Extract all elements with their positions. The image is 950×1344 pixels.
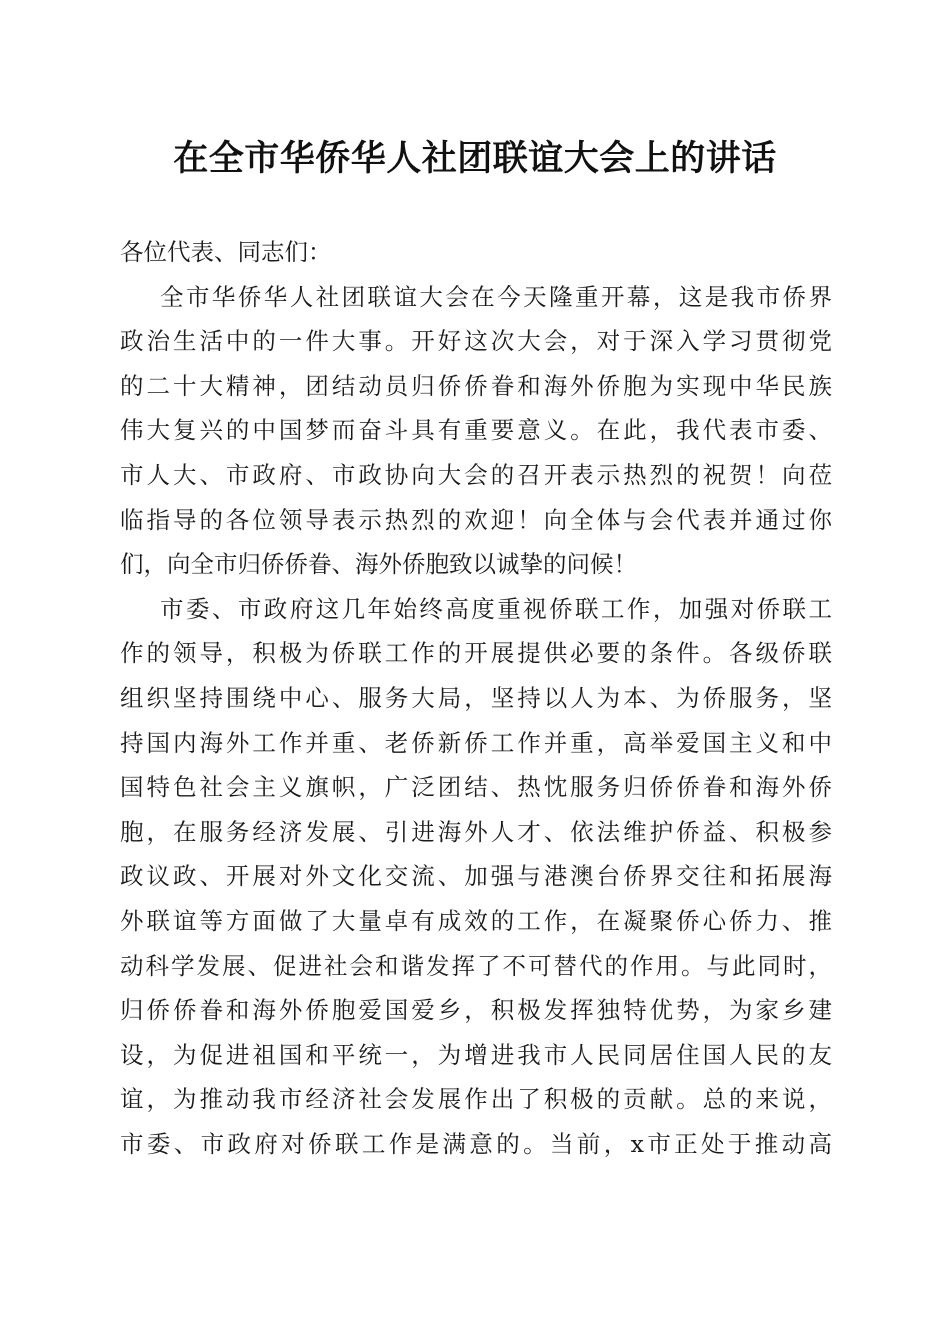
paragraph-line: 市人大、市政府、市政协向大会的召开表示热烈的祝贺！向莅 — [120, 460, 832, 489]
paragraph-line: 国特色社会主义旗帜，广泛团结、热忱服务归侨侨眷和海外侨 — [120, 773, 832, 802]
paragraph-line: 胞，在服务经济发展、引进海外人才、依法维护侨益、积极参 — [120, 817, 832, 846]
paragraph-line: 动科学发展、促进社会和谐发挥了不可替代的作用。与此同时， — [120, 951, 832, 980]
paragraph-line: 设，为促进祖国和平统一，为增进我市人民同居住国人民的友 — [120, 1040, 832, 1069]
paragraph-line: 伟大复兴的中国梦而奋斗具有重要意义。在此，我代表市委、 — [120, 416, 832, 445]
paragraph-line: 归侨侨眷和海外侨胞爱国爱乡，积极发挥独特优势，为家乡建 — [120, 996, 832, 1025]
paragraph-line: 的二十大精神，团结动员归侨侨眷和海外侨胞为实现中华民族 — [120, 371, 832, 400]
paragraph-line: 全市华侨华人社团联谊大会在今天隆重开幕，这是我市侨界 — [160, 282, 832, 311]
paragraph-line: 市委、市政府这几年始终高度重视侨联工作，加强对侨联工 — [160, 594, 832, 623]
paragraph-line: 市委、市政府对侨联工作是满意的。当前，x市正处于推动高 — [120, 1129, 832, 1158]
paragraph-line: 外联谊等方面做了大量卓有成效的工作，在凝聚侨心侨力、推 — [120, 906, 832, 935]
paragraph-2 — [120, 587, 832, 1167]
salutation: 各位代表、同志们： — [120, 238, 332, 266]
document-title: 在全市华侨华人社团联谊大会上的讲话 — [173, 139, 777, 179]
paragraph-line: 临指导的各位领导表示热烈的欢迎！向全体与会代表并通过你 — [120, 505, 832, 534]
paragraph-line: 们，向全市归侨侨眷、海外侨胞致以诚挚的问候！ — [120, 550, 637, 579]
paragraph-line: 谊，为推动我市经济社会发展作出了积极的贡献。总的来说， — [120, 1085, 832, 1114]
paragraph-line: 作的领导，积极为侨联工作的开展提供必要的条件。各级侨联 — [120, 639, 832, 668]
paragraph-line: 政治生活中的一件大事。开好这次大会，对于深入学习贯彻党 — [120, 327, 832, 356]
paragraph-line: 组织坚持围绕中心、服务大局，坚持以人为本、为侨服务，坚 — [120, 683, 832, 712]
paragraph-line: 政议政、开展对外文化交流、加强与港澳台侨界交往和拓展海 — [120, 862, 832, 891]
paragraph-1 — [120, 275, 832, 587]
speech-body — [120, 230, 832, 1166]
paragraph-line: 持国内海外工作并重、老侨新侨工作并重，高举爱国主义和中 — [120, 728, 832, 757]
